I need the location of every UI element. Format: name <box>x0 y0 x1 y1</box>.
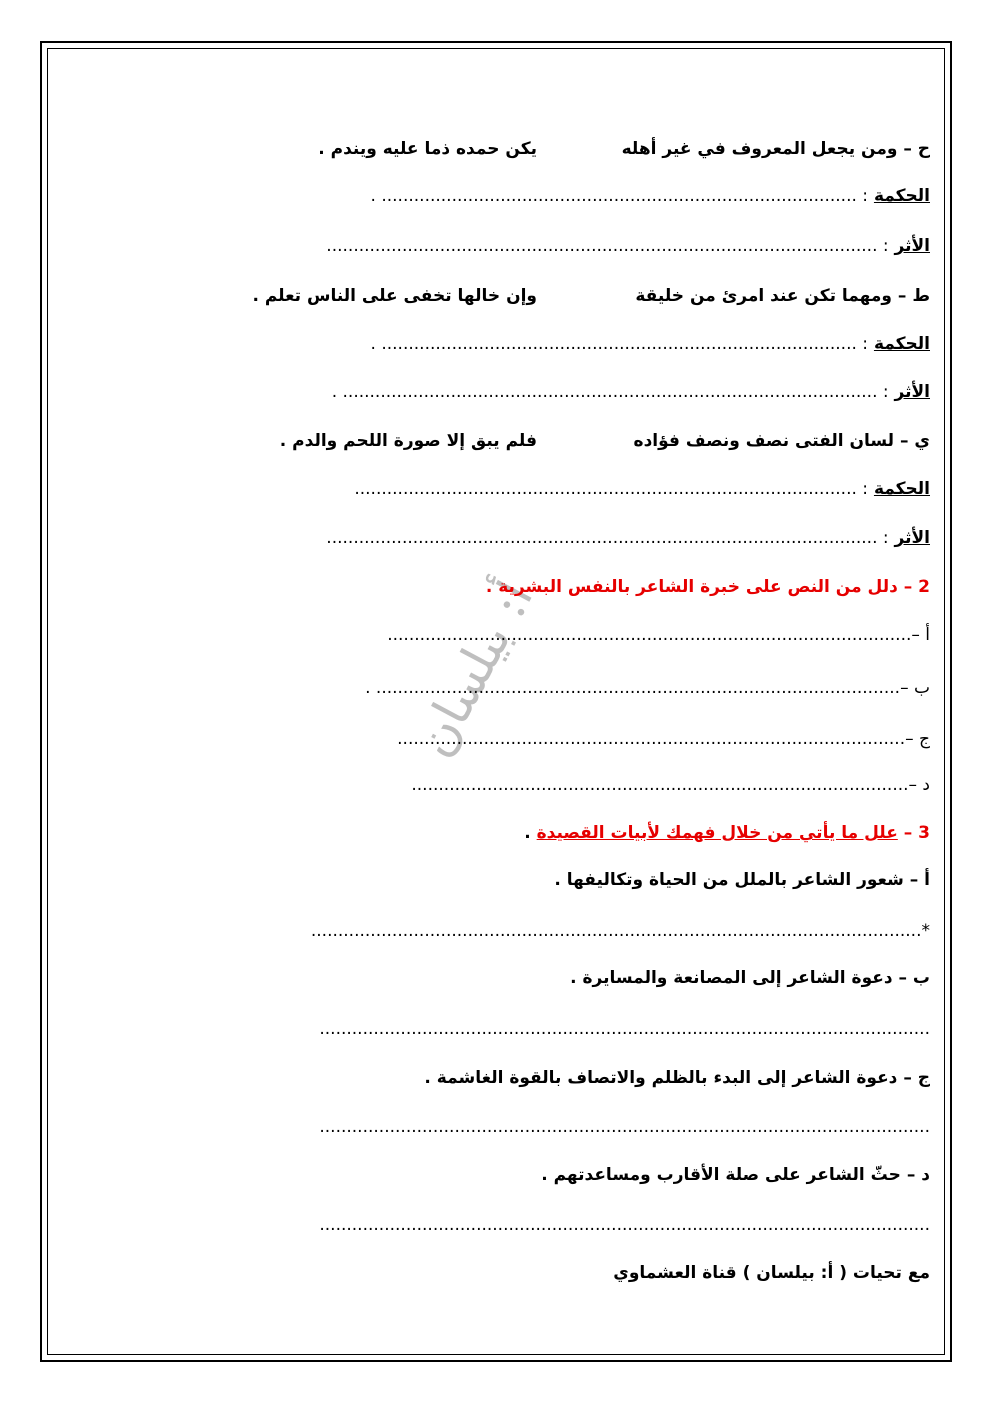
wisdom-label: الحكمة <box>873 479 930 499</box>
question-3-item-a: أ – شعور الشاعر بالملل من الحياة وتكاليفها . <box>554 870 930 890</box>
effect-label: الأثر <box>894 528 930 548</box>
footer-credit: مع تحيات ( أ: بيلسان ) قناة العشماوي <box>613 1263 930 1283</box>
verse-3-wisdom-row <box>354 476 930 502</box>
question-2-item-a[interactable]: أ –................................................................................................. <box>387 625 930 645</box>
verse-2-wisdom-row <box>371 331 930 357</box>
question-3-item-c: ج – دعوة الشاعر إلى البدء بالظلم والاتصاف بالقوة الغاشمة . <box>424 1068 930 1088</box>
verse-3-first-hemistich: ي – لسان الفتى نصف ونصف فؤاده <box>633 431 930 451</box>
verse-1-effect-row <box>326 233 930 259</box>
verse-2-second-hemistich: وإن خالها تخفى على الناس تعلم . <box>252 286 537 306</box>
question-3-title-end: . <box>524 823 537 843</box>
effect-label: الأثر <box>894 236 930 256</box>
verse-3-effect-row <box>326 525 930 551</box>
question-3-answer-d[interactable]: ................................................................................................................. <box>319 1215 930 1235</box>
wisdom-answer-line[interactable]: : ........................................................................................ . <box>370 334 869 354</box>
question-2-item-b[interactable]: ب –................................................................................................. . <box>365 678 930 698</box>
verse-2-effect-row <box>332 379 930 405</box>
effect-label: الأثر <box>894 382 930 402</box>
question-3-number: 3 – <box>897 823 930 843</box>
wisdom-answer-line[interactable]: : ........................................................................................ . <box>370 186 869 206</box>
question-3-answer-b[interactable]: ................................................................................................................. <box>319 1019 930 1039</box>
verse-3-second-hemistich: فلم يبق إلا صورة اللحم والدم . <box>279 431 537 451</box>
wisdom-label: الحكمة <box>873 186 930 206</box>
question-2-title: 2 – دلل من النص على خبرة الشاعر بالنفس البشرية . <box>485 577 930 597</box>
effect-answer-line[interactable]: : ...................................................................................................... <box>326 528 889 548</box>
effect-answer-line[interactable]: : ...................................................................................................... <box>326 236 889 256</box>
verse-1-wisdom-row <box>371 183 930 209</box>
question-3-title-text: علل ما يأتي من خلال فهمك لأبيات القصيدة <box>536 823 898 843</box>
question-3-answer-c[interactable]: ................................................................................................................. <box>319 1117 930 1137</box>
verse-1-first-hemistich: ح – ومن يجعل المعروف في غير أهله <box>621 139 930 159</box>
wisdom-answer-line[interactable]: : ............................................................................................. <box>354 479 869 499</box>
watermark: أ: بيلسان <box>404 572 545 766</box>
question-3-title <box>524 820 930 846</box>
verse-2-first-hemistich: ط – ومهما تكن عند امرئ من خليقة <box>635 286 930 306</box>
question-3-item-b: ب – دعوة الشاعر إلى المصانعة والمسايرة . <box>570 968 930 988</box>
verse-1-second-hemistich: يكن حمده ذما عليه ويندم . <box>318 139 537 159</box>
effect-answer-line[interactable]: : ................................................................................................... . <box>331 382 889 402</box>
question-3-item-d: د – حثّ الشاعر على صلة الأقارب ومساعدتهم . <box>541 1165 930 1185</box>
question-2-item-c[interactable]: ج –.............................................................................................. <box>397 729 930 749</box>
wisdom-label: الحكمة <box>873 334 930 354</box>
question-2-item-d[interactable]: د –............................................................................................ <box>411 775 930 795</box>
question-3-answer-a[interactable]: *................................................................................................................. <box>310 921 930 941</box>
